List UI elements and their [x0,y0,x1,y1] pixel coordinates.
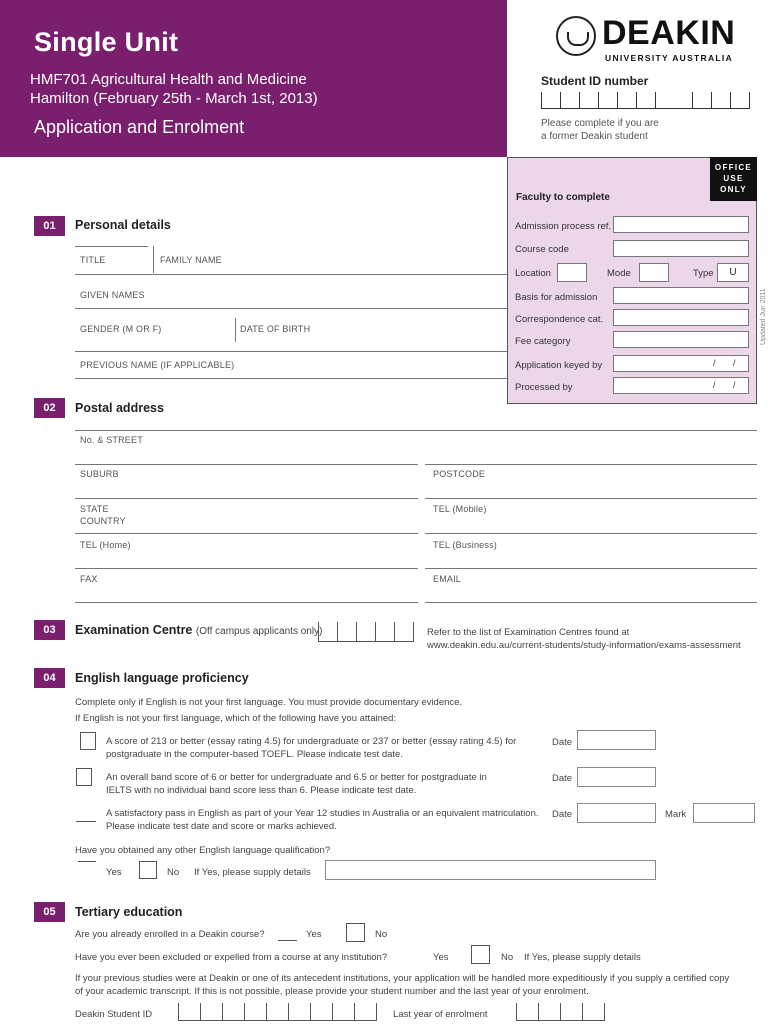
faculty-title: Faculty to complete [516,192,610,203]
year12-text-2: Please indicate test date and score or marks achieved. [106,821,337,832]
fax-label: FAX [80,574,98,584]
last-year-input[interactable] [516,1003,605,1021]
other-details-field[interactable] [325,860,656,880]
year12-checkbox[interactable] [76,821,96,822]
processed-slash-1: / [713,380,716,390]
country-label: COUNTRY [80,516,126,526]
deakin-student-id-input[interactable] [178,1003,377,1021]
mode-label: Mode [607,268,631,279]
toefl-date-label: Date [552,737,573,748]
toefl-text-1: A score of 213 or better (essay rating 4.5) for undergraduate or 237 or better (essay rating 4.5) for [106,736,517,747]
unit-line-1: HMF701 Agricultural Health and Medicine [30,71,307,88]
tel-home-label: TEL (Home) [80,540,131,550]
email-label: EMAIL [433,574,462,584]
english-intro-1: Complete only if English is not your first language. You must provide documentary evidence. [75,697,463,708]
last-year-label: Last year of enrolment [393,1009,488,1020]
other-details-label: If Yes, please supply details [194,867,311,878]
email-field[interactable] [425,602,757,603]
enrolled-yes-label: Yes [306,929,322,940]
family-name-label: FAMILY NAME [160,255,222,265]
processed-label: Processed by [515,382,573,393]
family-name-field[interactable] [75,274,507,275]
postcode-label: POSTCODE [433,469,486,479]
enrolled-question: Are you already enrolled in a Deakin course? [75,929,265,940]
tel-home-field[interactable] [75,568,418,569]
form-title: Single Unit [34,27,179,57]
street-field-right[interactable] [425,464,757,465]
postcode-field[interactable] [425,498,757,499]
toefl-checkbox[interactable] [80,732,96,750]
deakin-crest-icon [556,16,596,56]
section-title-tertiary: Tertiary education [75,905,183,919]
enrolled-yes-checkbox[interactable] [278,940,297,941]
section-title-postal: Postal address [75,401,164,415]
transcript-para-1: If your previous studies were at Deakin or one of its antecedent institutions, your application will be handled more expeditiously if you supply a certified copy [75,973,730,984]
office-badge-line2: USE [723,174,744,183]
course-code-label: Course code [515,244,569,255]
section-title-english: English language proficiency [75,671,249,685]
unit-description [30,70,318,108]
office-use-badge [710,157,757,201]
gender-label: GENDER (M OR F) [80,324,162,334]
transcript-para-2: of your academic transcript. If this is not possible, please provide your student number and the last year of your enrolment. [75,986,589,997]
exam-centre-code-input[interactable] [318,622,414,642]
previous-name-label: PREVIOUS NAME (IF APPLICABLE) [80,360,235,370]
tel-business-label: TEL (Business) [433,540,497,550]
excluded-yes-label: Yes [433,952,449,963]
suburb-field[interactable] [75,498,418,499]
excluded-no-checkbox[interactable] [471,945,490,964]
logo-wordmark: DEAKIN [602,14,736,52]
other-no-checkbox[interactable] [139,861,157,879]
type-field[interactable]: U [717,263,749,282]
year12-mark-label: Mark [665,809,687,820]
gender-dob-field[interactable] [75,351,507,352]
fee-label: Fee category [515,336,571,347]
state-label: STATE [80,504,109,514]
suburb-label: SUBURB [80,469,119,479]
keyed-slash-1: / [713,358,716,368]
keyed-slash-2: / [733,358,736,368]
section-number-01: 01 [34,216,65,236]
admission-label: Admission process ref. [515,221,612,232]
basis-label: Basis for admission [515,292,598,303]
office-badge-line1: OFFICE [714,163,753,172]
toefl-date-field[interactable] [577,730,656,750]
title-divider [153,246,154,273]
fee-field[interactable] [613,331,749,348]
english-intro-2: If English is not your first language, which of the following have you attained: [75,713,397,724]
ielts-text-1: An overall band score of 6 or better for undergraduate and 6.5 or better for postgraduate in [106,772,487,783]
section-number-05: 05 [34,902,65,922]
dob-label: DATE OF BIRTH [240,324,311,334]
excluded-question: Have you ever been excluded or expelled from a course at any institution? [75,952,388,963]
student-id-note-line2: a former Deakin student [541,131,648,142]
section-number-02: 02 [34,398,65,418]
given-names-label: GIVEN NAMES [80,290,145,300]
exam-url-link[interactable]: www.deakin.edu.au/current-students/study-information/exams-assessment [427,640,741,651]
ielts-text-2: IELTS with no individual band score less than 6. Please indicate test date. [106,785,417,796]
year12-text-1: A satisfactory pass in English as part of your Year 12 studies in Australia or an equivalent matriculation. [106,808,539,819]
mode-field[interactable] [639,263,669,282]
english-other-question: Have you obtained any other English language qualification? [75,845,331,856]
keyed-field[interactable] [613,355,749,372]
gender-divider [235,318,236,342]
excluded-details-label: If Yes, please supply details [524,952,641,963]
unit-line-2: Hamilton (February 25th - March 1st, 2013) [30,90,318,107]
enrolled-no-checkbox[interactable] [346,923,365,942]
year12-date-field[interactable] [577,803,656,823]
correspondence-label: Correspondence cat. [515,314,604,325]
enrolled-no-label: No [375,929,388,940]
updated-note: Updated Jun 2011 [760,288,767,345]
exam-refer-text: Refer to the list of Examination Centres found at [427,627,630,638]
street-field[interactable] [75,464,418,465]
basis-field[interactable] [613,287,749,304]
fax-field[interactable] [75,602,418,603]
street-label: No. & STREET [80,435,143,445]
other-yes-checkbox[interactable] [78,861,96,862]
section-number-03: 03 [34,620,65,640]
ielts-checkbox[interactable] [76,768,92,786]
section-title-exam [75,623,322,637]
type-label: Type [693,268,714,279]
mobile-field[interactable] [425,533,757,534]
form-name: Application and Enrolment [34,117,245,137]
deakin-student-id-label: Deakin Student ID [75,1009,153,1020]
correspondence-field[interactable] [613,309,749,326]
other-no-label: No [167,867,180,878]
course-code-field[interactable] [613,240,749,257]
excluded-no-label: No [501,952,514,963]
student-id-input[interactable] [541,92,750,110]
year12-mark-field[interactable] [693,803,755,823]
street-topline [75,430,757,431]
student-id-label: Student ID number [541,74,649,88]
exam-title-note: (Off campus applicants only) [195,626,323,637]
previous-name-field[interactable] [75,378,507,379]
section-title-personal: Personal details [75,218,171,232]
other-yes-label: Yes [106,867,122,878]
ielts-date-label: Date [552,773,573,784]
toefl-text-2: postgraduate in the computer-based TOEFL. Please indicate test date. [106,749,403,760]
mobile-label: TEL (Mobile) [433,504,487,514]
office-badge-line3: ONLY [720,185,747,194]
state-country-field[interactable] [75,533,418,534]
tel-business-field[interactable] [425,568,757,569]
student-id-note [541,117,659,143]
logo-subtitle: UNIVERSITY AUSTRALIA [605,53,734,63]
title-label: TITLE [80,255,106,265]
location-label: Location [515,268,551,279]
keyed-label: Application keyed by [515,360,603,371]
ielts-date-field[interactable] [577,767,656,787]
year12-date-label: Date [552,809,573,820]
given-names-field[interactable] [75,308,507,309]
processed-slash-2: / [733,380,736,390]
processed-field[interactable] [613,377,749,394]
student-id-note-line1: Please complete if you are [541,118,659,129]
section-number-04: 04 [34,668,65,688]
exam-title-text: Examination Centre [75,623,193,637]
location-field[interactable] [557,263,587,282]
title-topline [75,246,148,247]
admission-field[interactable] [613,216,749,233]
